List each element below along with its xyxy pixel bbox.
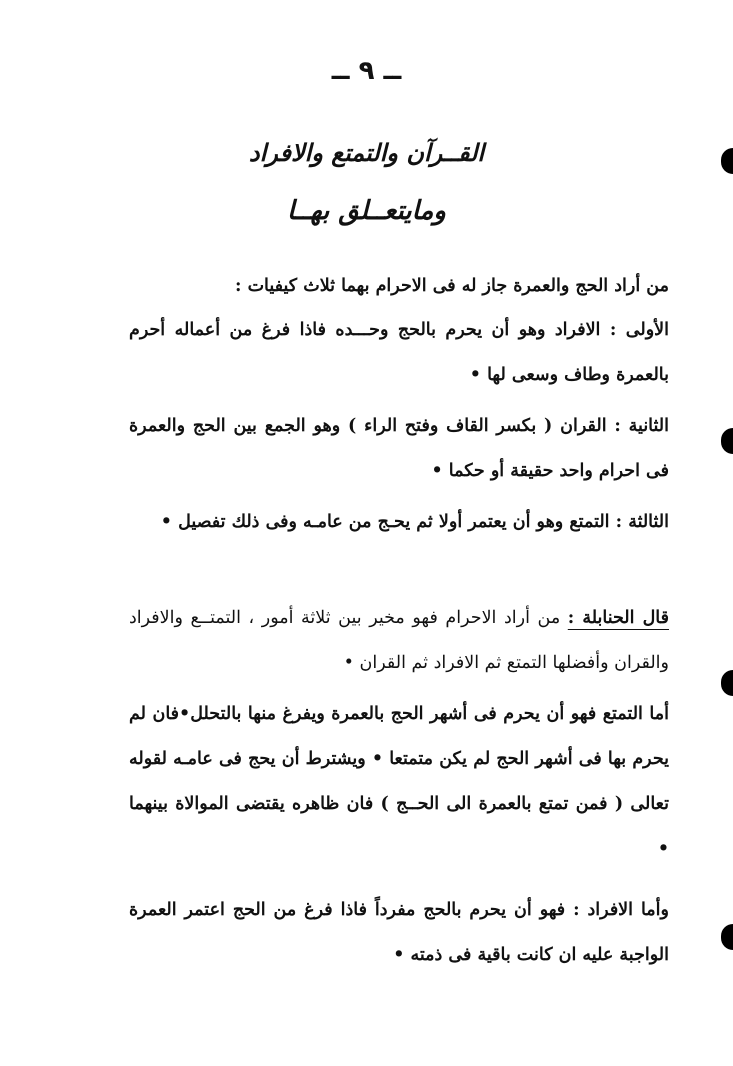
page-number: ــ ٩ ــ [331, 56, 402, 86]
paragraph-label: الثانية : القران [560, 416, 669, 436]
binding-hole-mark [721, 670, 733, 696]
paragraph-text: ( بكسر القاف وفتح الراء ) وهو الجمع بين الحج والعمرة فى احرام واحد حقيقة أو حكما • [129, 416, 669, 481]
chapter-title-line-2: ومايتعــلق بهــا [287, 196, 446, 226]
binding-hole-mark [721, 428, 733, 454]
paragraph-text: وهو أن يعتمر أولا ثم يحـج من عامـه وفى ذلك تفصيل • [160, 512, 570, 532]
paragraph-second-method [129, 404, 669, 494]
paragraph-hanbali [129, 596, 669, 686]
intro-paragraph: من أراد الحج والعمرة جاز له فى الاحرام بهما ثلاث كيفيات : [235, 276, 669, 296]
binding-hole-mark [721, 148, 733, 174]
chapter-title-line-1: القــرآن والتمتع والافراد [248, 138, 485, 167]
paragraph-tamattu: أما التمتع فهو أن يحرم فى أشهر الحج بالعمرة ويفرغ منها بالتحلل•فان لم يحرم بها فى أشهر الحج لم يكن متمتعا • ويشترط أن يحج فى عامـه لقوله تعالى ( فمن تمتع بالعمرة الى الحــج ) فان ظاهره يقتضى الموالاة بينهما • [129, 704, 669, 859]
binding-hole-mark [721, 924, 733, 950]
paragraph-label: الثالثة : التمتع [569, 512, 669, 532]
paragraph-label: الأولى : الافراد [554, 320, 669, 340]
paragraph-text: وهو أن يحرم بالحج وحـــده فاذا فرغ من أعماله أحرم بالعمرة وطاف وسعى لها • [129, 320, 669, 385]
paragraph-third-method [129, 500, 669, 545]
paragraph-label: قال الحنابلة : [567, 608, 669, 628]
paragraph-ifrad: وأما الافراد : فهو أن يحرم بالحج مفرداً فاذا فرغ من الحج اعتمر العمرة الواجبة عليه ان كانت باقية فى ذمته • [129, 900, 669, 965]
paragraph-text: من أراد الاحرام فهو مخير بين ثلاثة أمور ، التمتــع والافراد والقران وأفضلها التمتع ثم الافراد ثم القران • [129, 608, 669, 673]
paragraph-first-method [129, 308, 669, 398]
